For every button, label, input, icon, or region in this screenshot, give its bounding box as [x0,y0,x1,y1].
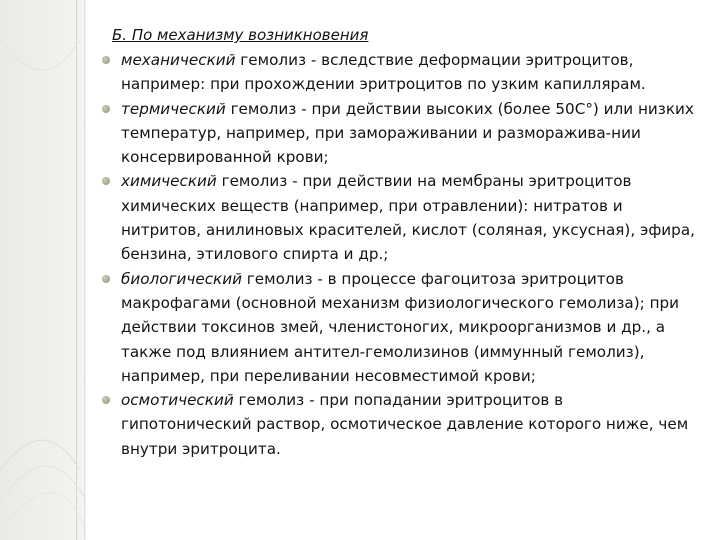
bullet-icon [102,177,110,185]
section-heading: Б. По механизму возникновения [112,26,369,44]
item-text: гемолиз - при действии на мембраны эритроцитов химических веществ (например, при отравлении): нитратов и нитритов, анилиновых красителей, кислот (соляная, уксусная), эфира, бензина, этилового спирта и др.; [121,172,695,264]
bullet-icon [102,56,110,64]
item-term: термический [121,99,226,118]
list-item [97,169,697,266]
list-item [97,388,697,461]
hemolysis-list [97,48,697,461]
item-term: осмотический [121,391,234,410]
item-term: биологический [121,269,242,288]
decorative-curves [0,0,90,540]
slide-content [97,24,697,461]
item-term: механический [121,51,236,69]
list-item [97,267,697,388]
item-text: гемолиз - при попадании эритроцитов в гипотонический раствор, осмотическое давление которого ниже, чем внутри эритроцита. [121,391,689,458]
bullet-icon [102,396,110,404]
list-item [97,97,697,170]
bullet-icon [102,275,110,283]
item-text: гемолиз - в процессе фагоцитоза эритроцитов макрофагами (основной механизм физиологического гемолиза); при действии токсинов змей, членистоногих, микроорганизмов и др., а также под влиянием антител-гемолизинов (иммунный гемолиз), например, при переливании несовместимой крови; [121,269,680,385]
bullet-icon [102,105,110,113]
item-term: химический [121,172,217,191]
item-text: гемолиз - вследствие деформации эритроцитов, например: при прохождении эритроцитов по узким капиллярам. [121,51,646,94]
item-text: гемолиз - при действии высоких (более 50С°) или низких температур, например, при замораживании и разморажива-нии консервированной крови; [121,99,694,167]
list-item [97,48,697,97]
